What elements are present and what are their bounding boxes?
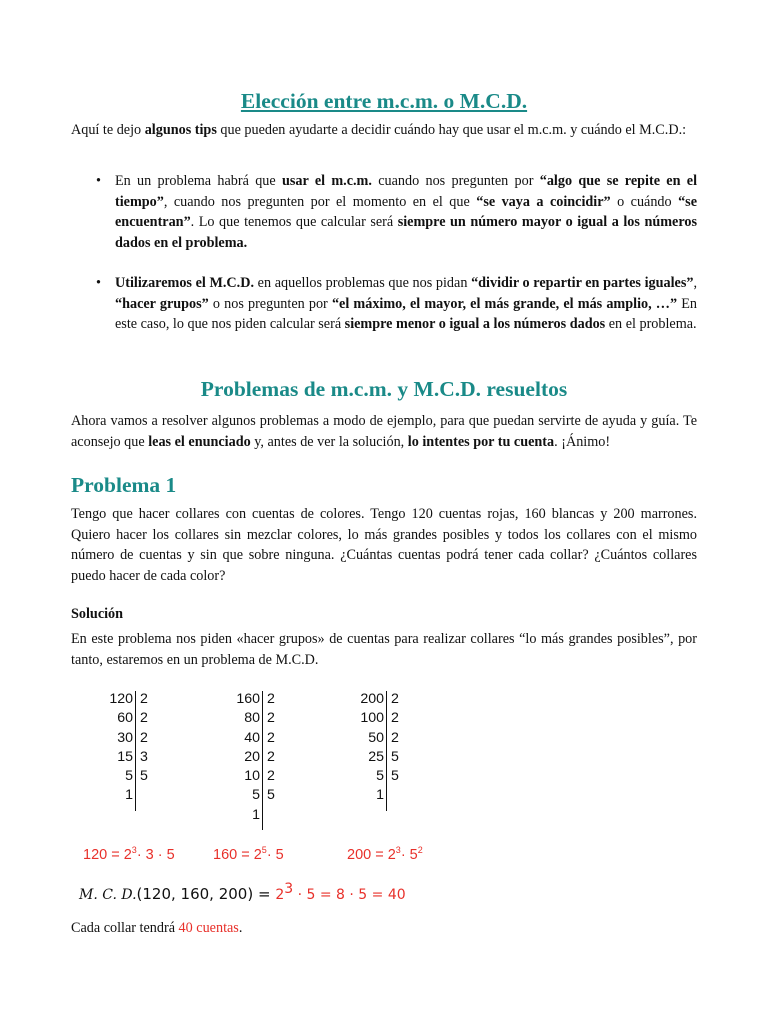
factor-rest: · 5: [400, 847, 418, 863]
dividend-value: 50: [368, 729, 384, 746]
dividend-value: 60: [117, 710, 133, 727]
answer-text: .: [238, 920, 243, 936]
bullet-text: en el problema.: [605, 316, 697, 332]
bullet-text: en aquellos problemas que nos pidan: [254, 275, 472, 291]
answer-highlight: 40 cuentas: [178, 920, 239, 936]
dividend-value: 10: [244, 768, 260, 785]
dividend-value: 120: [109, 691, 133, 707]
mcd-base: 2: [275, 887, 285, 903]
divisor-value: 3: [140, 748, 148, 765]
mcd-args: (120, 160, 200) =: [136, 885, 276, 903]
paragraph-bold: lo intentes por tu cuenta: [407, 433, 555, 450]
list-item: [71, 273, 697, 335]
mcd-label: M. C. D.: [79, 887, 137, 903]
answer-text: Cada collar tendrá: [71, 920, 179, 936]
problem-statement: Tengo que hacer collares con cuentas de colores. Tengo 120 cuentas rojas, 160 blancas y 200 marrones. Quiero hacer los collares sin mezclar colores, lo más grandes posibles y todos los collares con el mismo número de cuentas y sin que sobre ninguna. ¿Cuántas cuentas podrá tener cada collar? ¿Cuántos collares puedo hacer de cada color?: [71, 506, 697, 584]
divisor-value: 2: [391, 729, 399, 746]
intro-bold: algunos tips: [144, 122, 217, 138]
bullet-bold: “dividir o repartir en partes iguales”: [471, 275, 694, 291]
dividend-value: 100: [360, 710, 384, 727]
list-item: [71, 171, 697, 253]
bullet-text: En este caso, lo que nos piden calcular será: [115, 295, 698, 332]
dividend-value: 40: [244, 729, 260, 746]
dividend-value: 25: [368, 748, 384, 765]
divisor-value: 2: [140, 729, 148, 746]
bullet-text: o nos pregunten por: [208, 295, 332, 312]
paragraph-bold: leas el enunciado: [148, 433, 251, 450]
divisor-value: 5: [391, 768, 399, 785]
factorization-120: [83, 840, 175, 866]
divisor-value: 5: [391, 748, 399, 765]
intro-paragraph: [71, 120, 697, 141]
bullet-bold: “el máximo, el mayor, el más grande, el más amplio, …”: [331, 295, 678, 312]
divisor-value: 2: [267, 691, 275, 707]
section-heading: Problemas de m.c.m. y M.C.D. resueltos: [200, 377, 568, 401]
divisor-column: [140, 690, 148, 786]
dividend-value: 20: [244, 748, 260, 765]
divisor-value: 2: [140, 710, 148, 727]
division-bar: [135, 691, 136, 811]
solution-label-text: Solución: [71, 606, 124, 622]
factor-base: 160 = 2: [213, 847, 262, 863]
mcd-value: · 5 = 8 · 5 = 40: [293, 887, 406, 903]
bullet-bold: Utilizaremos el M.C.D.: [115, 275, 255, 291]
paragraph-text: . ¡Ánimo!: [554, 433, 611, 450]
factor-base: 120 = 2: [83, 847, 132, 863]
dividend-value: 5: [252, 787, 260, 804]
dividend-value: 1: [125, 787, 133, 804]
dividend-value: 80: [244, 710, 260, 727]
bullet-text: . Lo que tenemos que calcular será: [190, 214, 398, 230]
dividend-value: 200: [360, 691, 384, 707]
solution-paragraph: En este problema nos piden «hacer grupos» de cuentas para realizar collares “lo más grandes posibles”, por tanto, estaremos en un problema de M.C.D.: [71, 631, 697, 668]
factorization-200: [347, 840, 423, 866]
factorization-160: [213, 840, 284, 866]
problem-heading: Problema 1: [71, 473, 177, 497]
division-bar: [262, 691, 263, 830]
bullet-text: cuando nos pregunten por: [371, 173, 540, 189]
divisor-value: 2: [391, 691, 399, 707]
intro-text: que pueden ayudarte a decidir cuándo hay que usar el m.c.m. y cuándo el M.C.D.:: [216, 122, 687, 138]
tips-list: [71, 171, 697, 253]
paragraph-text: Ahora vamos a resolver algunos problemas a modo de ejemplo, para que puedan servirte de ayuda y guía. Te aconsejo que: [71, 413, 697, 450]
bullet-icon: •: [96, 275, 101, 291]
factor-rest: · 3 · 5: [136, 847, 175, 863]
divisor-value: 2: [391, 710, 399, 727]
bullet-bold: usar el m.c.m.: [281, 173, 372, 189]
divisor-value: 2: [267, 748, 275, 765]
bullet-text: , cuando nos pregunten por el momento en el que: [163, 193, 477, 210]
solution-label: [71, 604, 697, 625]
bullet-bold: siempre un número mayor o igual a los números dados en el problema.: [115, 214, 697, 251]
dividend-value: 5: [376, 768, 384, 785]
dividend-value: 15: [117, 748, 133, 765]
bullet-bold: “hacer grupos”: [115, 295, 209, 312]
dividend-value: 160: [236, 691, 260, 707]
dividend-value: 1: [252, 806, 260, 823]
bullet-bold: “se encuentran”: [115, 193, 697, 230]
divisor-column: [391, 690, 399, 786]
factor-exponent: 3: [131, 845, 137, 855]
bullet-bold: siempre menor o igual a los números dados: [344, 316, 606, 332]
divisor-value: 2: [267, 710, 275, 727]
dividend-value: 30: [117, 729, 133, 746]
divisor-value: 2: [267, 768, 275, 785]
factor-base: 200 = 2: [347, 847, 396, 863]
section-paragraph: [71, 411, 697, 452]
divisor-value: 2: [267, 729, 275, 746]
bullet-bold: “algo que se repite en el tiempo”: [115, 173, 698, 210]
dividend-column: [228, 690, 260, 825]
dividend-value: 5: [125, 768, 133, 785]
bullet-bold: “se vaya a coincidir”: [476, 193, 611, 210]
dividend-column: [101, 690, 133, 806]
page-title: Elección entre m.c.m. o M.C.D.: [240, 89, 528, 113]
factor-exponent: 2: [417, 845, 423, 855]
dividend-value: 1: [376, 787, 384, 804]
divisor-column: [267, 690, 275, 806]
divisor-value: 5: [140, 768, 148, 785]
divisor-value: 2: [140, 691, 148, 707]
dividend-column: [352, 690, 384, 806]
tips-list-2: [71, 273, 697, 335]
paragraph-text: y, antes de ver la solución,: [250, 433, 408, 450]
bullet-text: o cuándo: [610, 193, 679, 210]
factor-exponent: 5: [261, 845, 267, 855]
divisor-value: 5: [267, 787, 275, 804]
division-bar: [386, 691, 387, 811]
intro-text: Aquí te dejo: [71, 122, 145, 138]
answer-paragraph: [71, 918, 697, 939]
bullet-text: ,: [693, 275, 697, 291]
mcd-exponent: 3: [284, 881, 294, 897]
factor-rest: · 5: [266, 847, 284, 863]
factor-exponent: 3: [395, 845, 401, 855]
bullet-text: En un problema habrá que: [115, 173, 282, 189]
mcd-result: [79, 879, 406, 906]
bullet-icon: •: [96, 173, 101, 189]
